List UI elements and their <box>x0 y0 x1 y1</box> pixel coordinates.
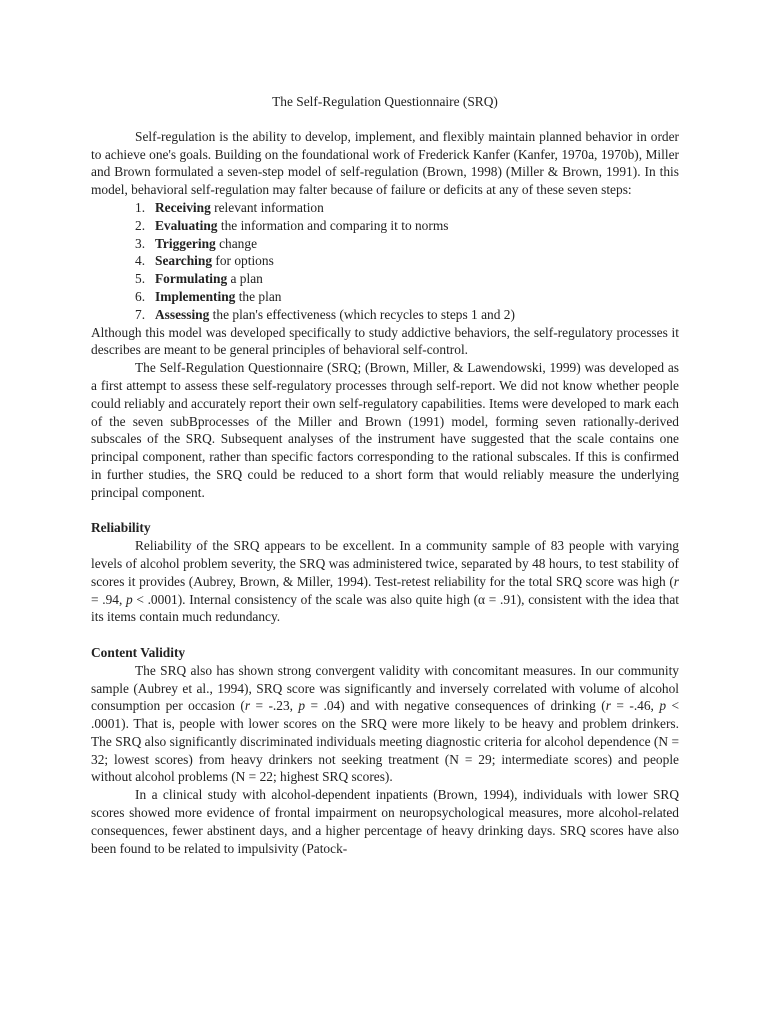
list-item: 1. Receiving relevant information <box>135 199 324 215</box>
srq-paragraph: The Self-Regulation Questionnaire (SRQ; (Brown, Miller, & Lawendowski, 1999) was developed as a first attempt to assess these self-regulatory processes through self-report. We did not know whether people could reliably and accurately report their own self-regulatory capabilities. Items were developed to mark each of the seven subBprocesses of the Miller and Brown (1991) model, forming seven rationally-derived subscales of the SRQ. Subsequent analyses of the instrument have suggested that the scale contains one principal component, rather than specific factors corresponding to the rational subscales. If this is confirmed in further studies, the SRQ could be reduced to a short form that would reliably measure the underlying principal component. <box>91 360 679 500</box>
steps-list <box>91 199 679 324</box>
list-item: 7. Assessing the plan's effectiveness (which recycles to steps 1 and 2) <box>135 306 515 322</box>
reliability-heading: Reliability <box>91 520 151 536</box>
content-validity-heading: Content Validity <box>91 644 186 660</box>
reliability-paragraph: Reliability of the SRQ appears to be excellent. In a community sample of 83 people with varying levels of alcohol problem severity, the SRQ was administered twice, separated by 48 hours, to test stability of scores it provides (Aubrey, Brown, & Miller, 1994). Test-retest reliability for the total SRQ score was high (r = .94, p < .0001). Internal consistency of the scale was also quite high (α = .91), consistent with the idea that its items contain much redundancy. <box>91 538 679 625</box>
clinical-study-paragraph: In a clinical study with alcohol-dependent inpatients (Brown, 1994), individuals with lower SRQ scores showed more evidence of frontal impairment on neuropsychological measures, more alcohol-related consequences, fewer abstinent days, and a higher percentage of heavy drinking days. SRQ scores have also been found to be related to impulsivity (Patock- <box>91 787 679 856</box>
list-item: 2. Evaluating the information and comparing it to norms <box>135 217 449 233</box>
list-item: 5. Formulating a plan <box>135 271 263 287</box>
model-paragraph: Although this model was developed specifically to study addictive behaviors, the self-regulatory processes it describes are meant to be general principles of behavioral self-control. <box>91 324 679 358</box>
list-item: 4. Searching for options <box>135 253 274 269</box>
document-title: The Self-Regulation Questionnaire (SRQ) <box>272 94 498 109</box>
list-item: 3. Triggering change <box>135 235 258 251</box>
validity-paragraph: The SRQ also has shown strong convergent validity with concomitant measures. In our community sample (Aubrey et al., 1994), SRQ score was significantly and inversely correlated with volume of alcohol consumption per occasion (r = -.23, p = .04) and with negative consequences of drinking (r = -.46, p < .0001). That is, people with lower scores on the SRQ were more likely to be heavy and problem drinkers. The SRQ also significantly discriminated individuals meeting diagnostic criteria for alcohol dependence (N = 32; lowest scores) from heavy drinkers not seeking treatment (N = 29; intermediate scores) and people without alcohol problems (N = 22; highest SRQ scores). <box>91 662 680 785</box>
list-item: 6. Implementing the plan <box>135 288 282 304</box>
document-page <box>91 93 679 857</box>
intro-paragraph: Self-regulation is the ability to develop, implement, and flexibly maintain planned behavior in order to achieve one's goals. Building on the foundational work of Frederick Kanfer (Kanfer, 1970a, 1970b), Miller and Brown formulated a seven-step model of self-regulation (Brown, 1998) (Miller & Brown, 1991). In this model, behavioral self-regulation may falter because of failure or deficits at any of these seven steps: <box>91 128 679 198</box>
